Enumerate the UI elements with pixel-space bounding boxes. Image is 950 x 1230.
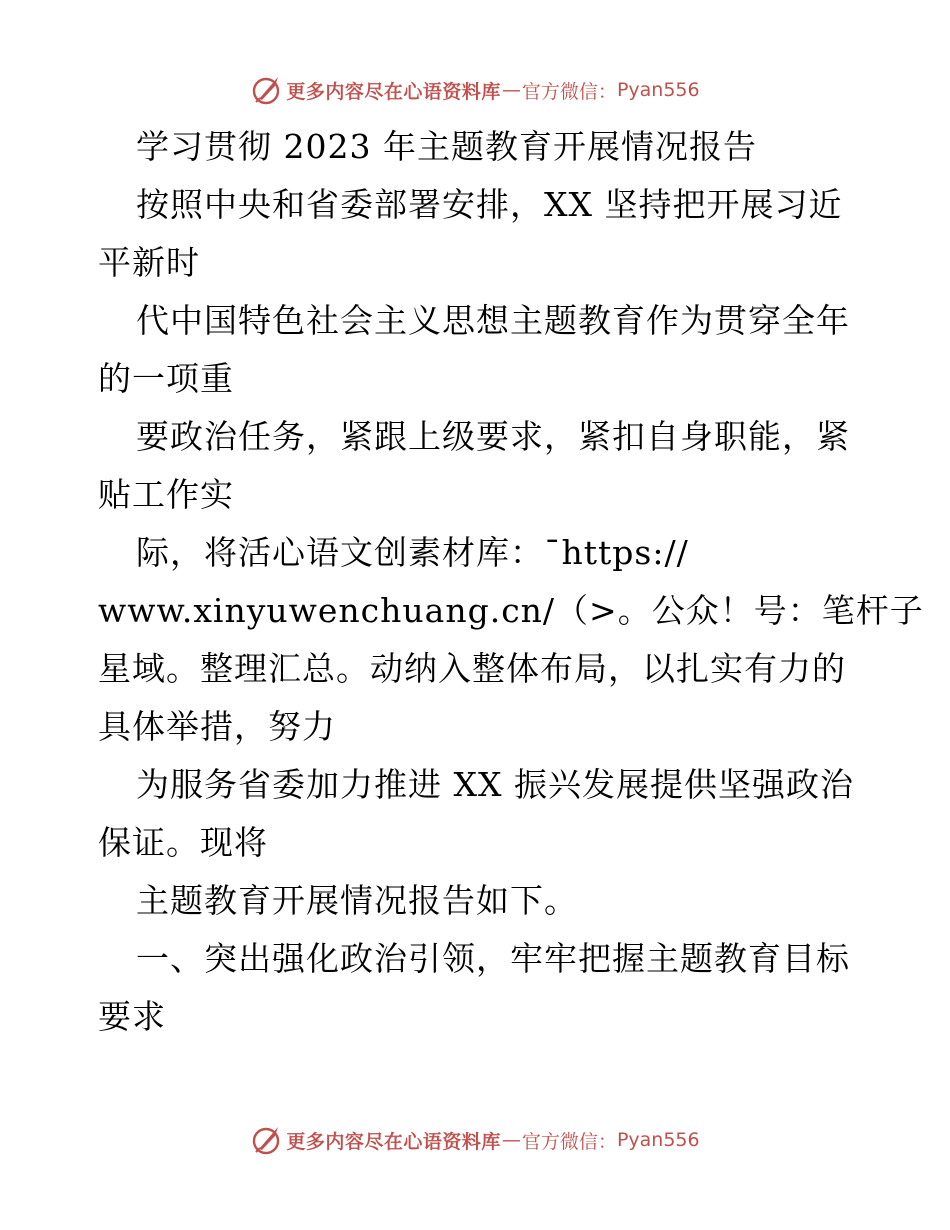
document-body xyxy=(98,118,924,1046)
paragraph-line: 的一项重 xyxy=(98,359,234,398)
paragraph-line: 平新时 xyxy=(98,243,200,282)
footer-wechat-id: Pyan556 xyxy=(616,1129,700,1151)
paragraph-line: 具体举措，努力 xyxy=(98,707,336,746)
paragraph-line: 星域。整理汇总。动纳入整体布局，以扎实有力的 xyxy=(98,649,846,688)
footer-watermark-banner xyxy=(0,1120,950,1160)
paragraph-line: 为服务省委加力推进 XX 振兴发展提供坚强政治 xyxy=(136,765,854,804)
footer-wechat-label: 官方微信： xyxy=(521,1130,617,1153)
header-wechat-id: Pyan556 xyxy=(616,79,700,101)
header-banner-text: 更多内容尽在心语资料库 xyxy=(286,80,501,103)
document-title: 学习贯彻 2023 年主题教育开展情况报告 xyxy=(136,127,757,166)
header-watermark-banner xyxy=(0,70,950,110)
footer-banner-separator: — xyxy=(501,1129,521,1151)
quill-pen-logo-icon xyxy=(250,1123,284,1157)
quill-pen-logo-icon xyxy=(250,73,284,107)
section-heading: 一、突出强化政治引领，牢牢把握主题教育目标 xyxy=(136,939,850,978)
paragraph-line: 按照中央和省委部署安排，XX 坚持把开展习近 xyxy=(136,185,843,224)
paragraph-line: 主题教育开展情况报告如下。 xyxy=(136,881,578,920)
paragraph-line: www.xinyuwenchuang.cn/（>。公众！号：笔杆子 xyxy=(98,591,924,630)
paragraph-line: 代中国特色社会主义思想主题教育作为贯穿全年 xyxy=(136,301,850,340)
section-heading-continuation: 要求 xyxy=(98,997,166,1036)
paragraph-line: 保证。现将 xyxy=(98,823,268,862)
paragraph-line: 要政治任务，紧跟上级要求，紧扣自身职能，紧 xyxy=(136,417,850,456)
paragraph-line: 贴工作实 xyxy=(98,475,234,514)
footer-banner-text: 更多内容尽在心语资料库 xyxy=(286,1130,501,1153)
paragraph-line: 际，将活心语文创素材库：¯https:// xyxy=(136,533,689,572)
header-wechat-label: 官方微信： xyxy=(521,80,617,103)
header-banner-separator: — xyxy=(501,79,521,101)
